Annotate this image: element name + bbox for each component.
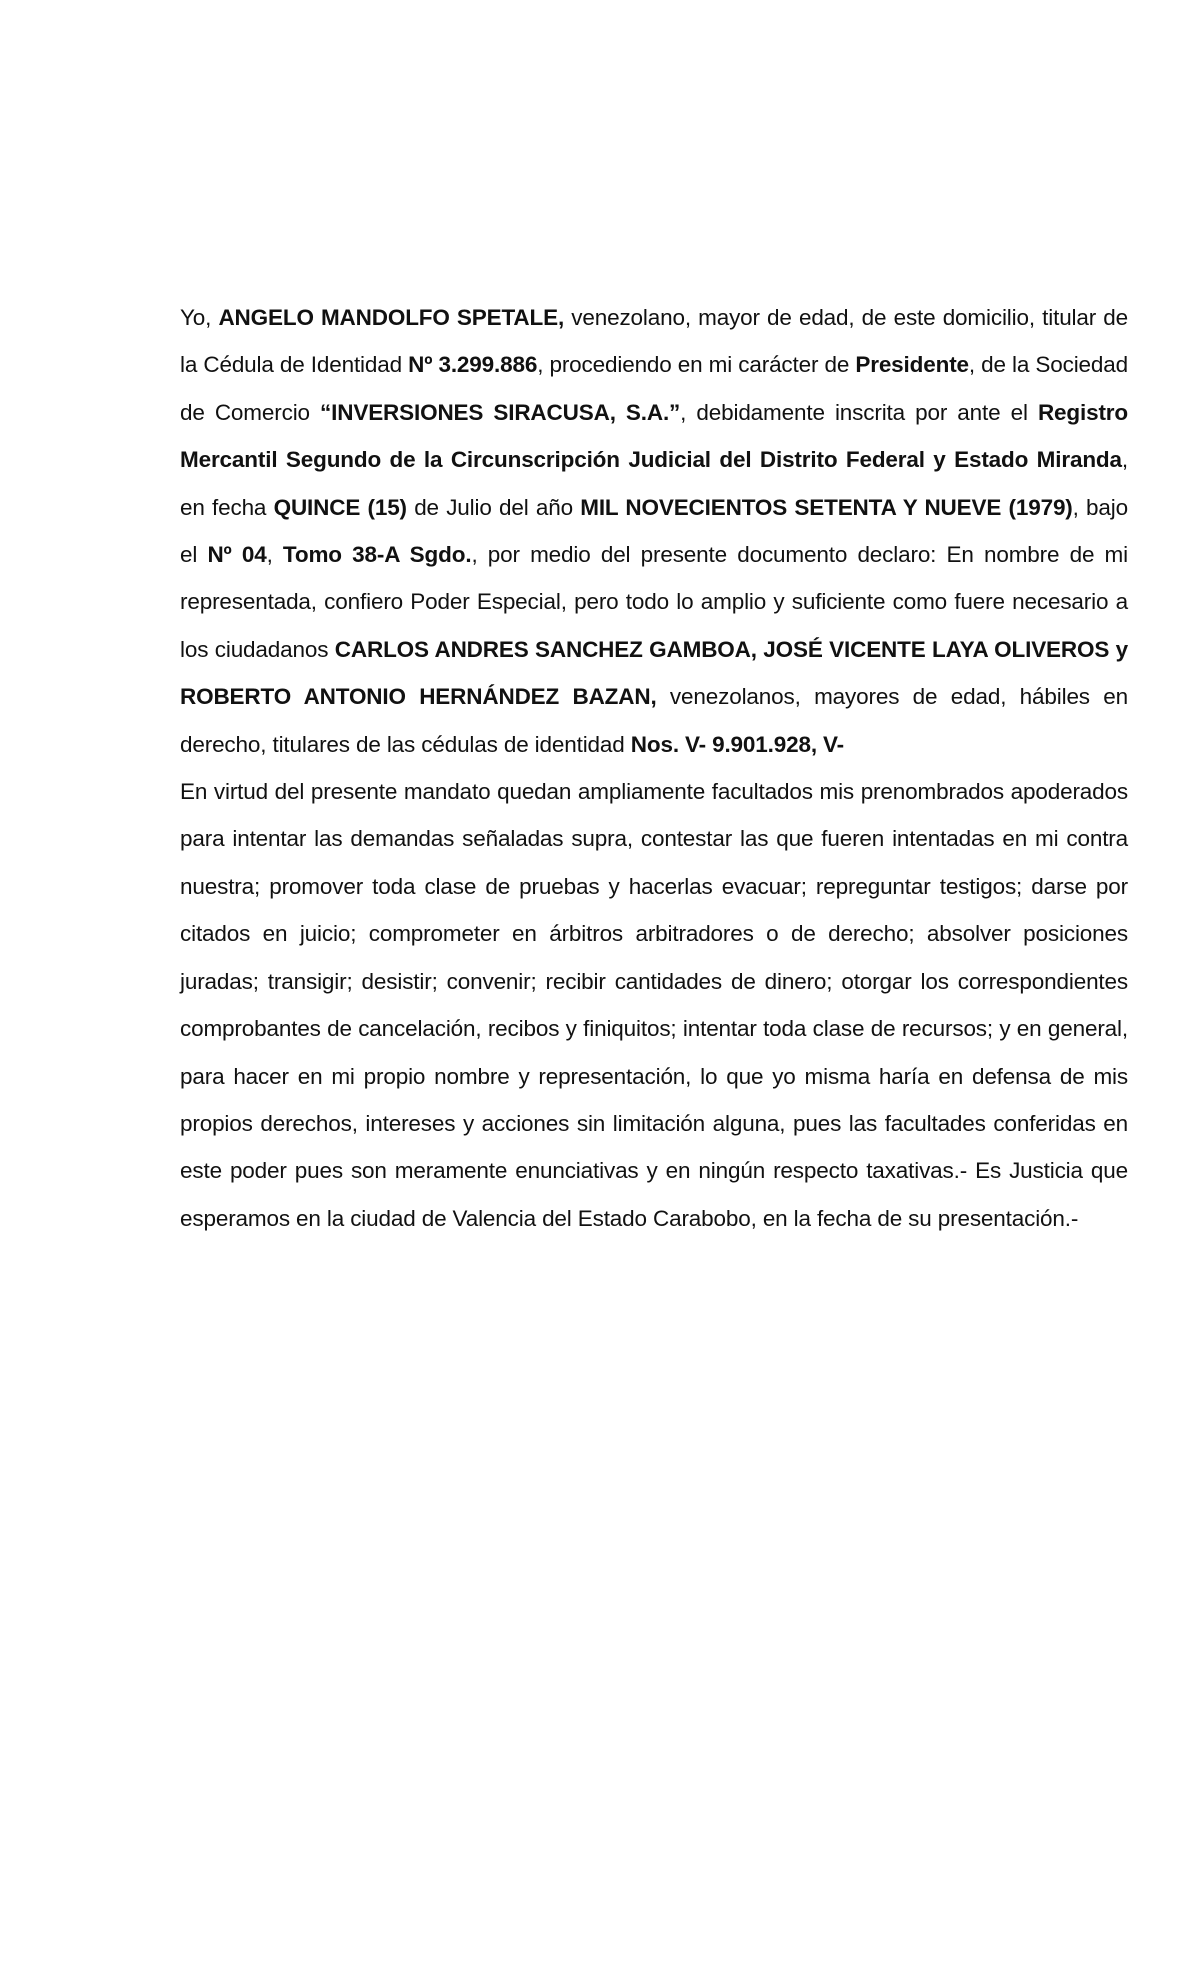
document-body [180,294,1128,1242]
grantor-name: ANGELO MANDOLFO SPETALE, [218,305,565,330]
text-segment: , por medio del presente documento declaro: En nombre de mi representada, confiero Poder Especial, pero todo lo amplio y suficiente como fuere necesario a los ciudadanos [180,542,1128,662]
paragraph-powers [180,768,1128,1242]
attorney-names: CARLOS ANDRES SANCHEZ GAMBOA, JOSÉ VICENTE LAYA OLIVEROS y ROBERTO ANTONIO HERNÁNDEZ BAZAN, [180,636,1129,710]
text-segment: , de la Sociedad de Comercio [180,352,1129,425]
text-segment: , [266,542,283,568]
grantor-role: Presidente [855,352,969,378]
text-segment: , en fecha [180,447,1128,520]
text-segment: venezolanos, mayores de edad, hábiles en derecho, titulares de las cédulas de identidad [180,684,1128,757]
id-number: Nº 3.299.886 [408,352,538,378]
registration-number: Nº 04 [207,542,267,568]
attorney-id-numbers: Nos. V- 9.901.928, V- [630,731,844,757]
registry-name: Registro Mercantil Segundo de la Circunscripción Judicial del Distrito Federal y Estado Miranda [180,399,1129,473]
registration-year: MIL NOVECIENTOS SETENTA Y NUEVE (1979) [580,494,1073,520]
text-segment: , debidamente inscrita por ante el [680,399,1038,425]
text-segment: En virtud del presente mandato quedan ampliamente facultados mis prenombrados apoderados para intentar las demandas señaladas supra, contestar las que fueren intentadas en mi contra nuestra; promover toda clase de pruebas y hacerlas evacuar; repreguntar testigos; darse por citados en juicio; comprometer en árbitros arbitradores o de derecho; absolver posiciones juradas; transigir; desistir; convenir; recibir cantidades de dinero; otorgar los correspondientes comprobantes de cancelación, recibos y finiquitos; intentar toda clase de recursos; y en general, para hacer en mi propio nombre y representación, lo que yo misma haría en defensa de mis propios derechos, intereses y acciones sin limitación alguna, pues las facultades conferidas en este poder pues son meramente enunciativas y en ningún respecto taxativas.- Es Justicia que esperamos en la ciudad de Valencia del Estado Carabobo, en la fecha de su presentación.- [180,779,1128,1231]
text-segment: Yo, [180,305,219,330]
text-segment: , procediendo en mi carácter de [537,352,856,378]
text-segment: , bajo el [180,494,1128,568]
text-segment: de Julio del año [406,494,581,520]
registration-volume: Tomo 38-A Sgdo. [282,542,472,568]
text-segment: venezolano, mayor de edad, de este domicilio, titular de la Cédula de Identidad [180,305,1129,378]
paragraph-power-grant [180,294,1128,768]
registration-day: QUINCE (15) [273,494,407,520]
company-name: “INVERSIONES SIRACUSA, S.A.” [320,399,681,425]
